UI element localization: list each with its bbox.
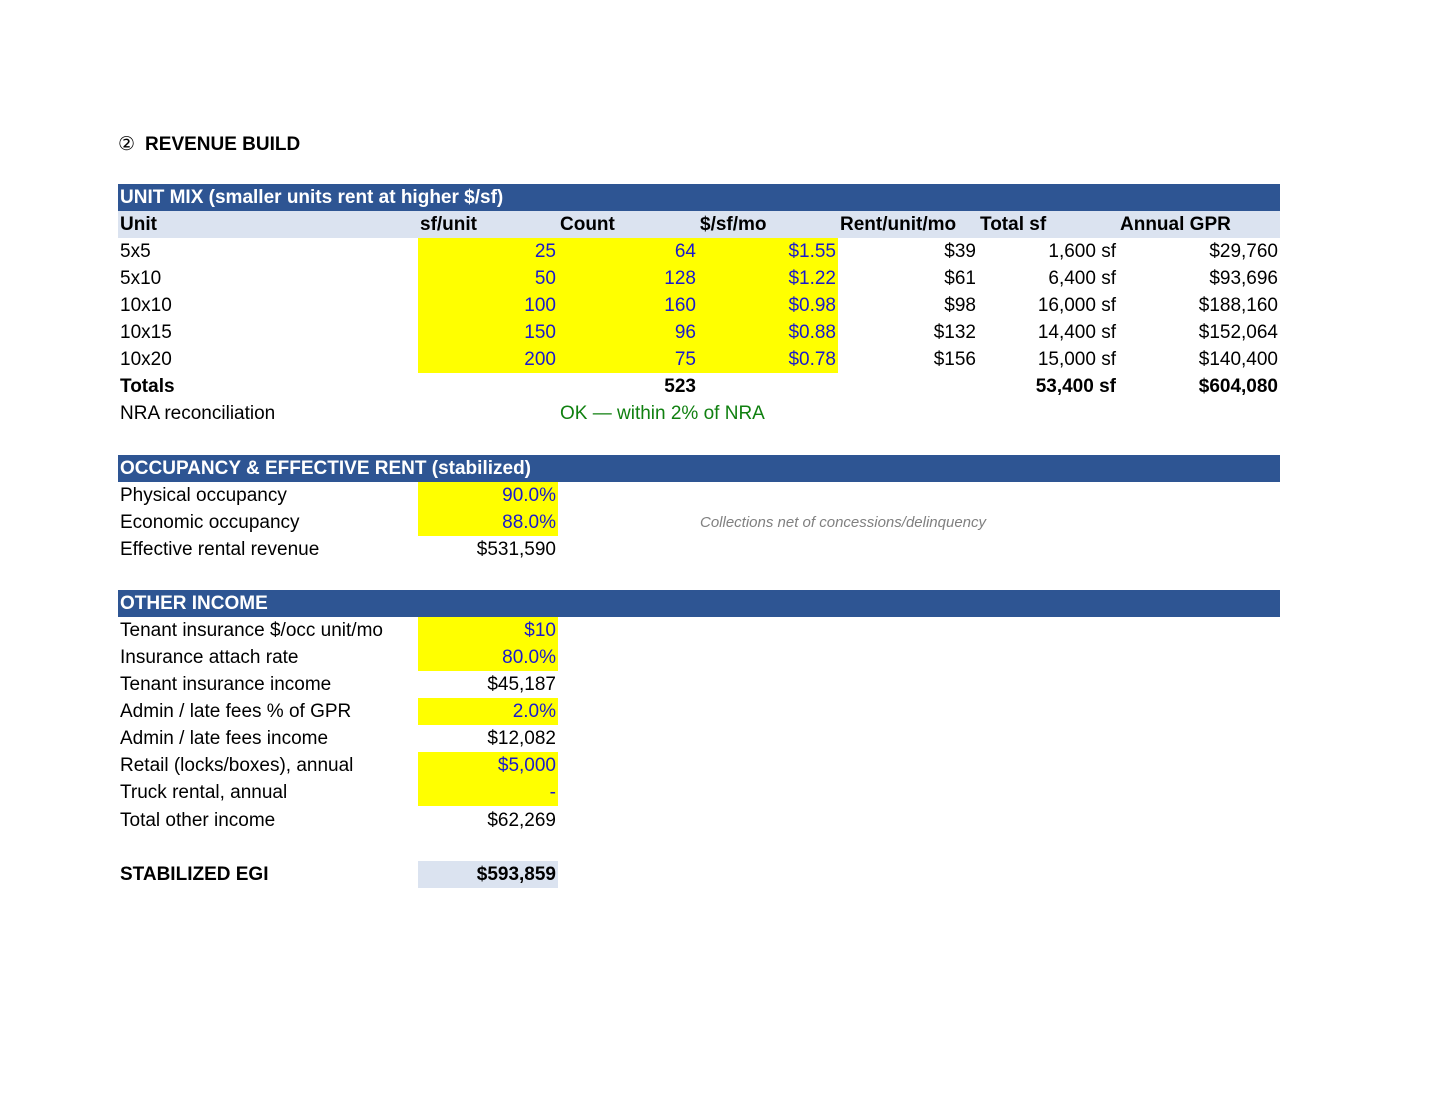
nra-reconciliation-status[interactable]: OK — within 2% of NRA <box>560 403 765 424</box>
occupancy-band <box>118 455 1280 482</box>
other-income-row <box>118 725 1280 752</box>
physical-occupancy-label: Physical occupancy <box>120 485 287 506</box>
unit-sf-input[interactable]: 150 <box>418 319 558 346</box>
totals-count[interactable]: 523 <box>664 376 696 397</box>
other-income-value[interactable]: $45,187 <box>487 674 556 695</box>
unit-rate-input[interactable]: $0.88 <box>698 319 838 346</box>
economic-occupancy-note: Collections net of concessions/delinquency <box>700 514 987 531</box>
other-income-label: Truck rental, annual <box>120 782 288 803</box>
other-income-label: Admin / late fees % of GPR <box>120 701 352 722</box>
unit-count-input[interactable]: 96 <box>558 319 698 346</box>
unit-count-input[interactable]: 160 <box>558 292 698 319</box>
unit-count-input[interactable]: 128 <box>558 265 698 292</box>
other-income-input[interactable]: 80.0% <box>418 644 558 671</box>
totals-row <box>118 373 1280 400</box>
section-title-text: REVENUE BUILD <box>145 134 301 155</box>
other-income-label: Tenant insurance income <box>120 674 332 695</box>
unit-rate-input[interactable]: $0.98 <box>698 292 838 319</box>
unit-gpr[interactable]: $152,064 <box>1198 322 1278 343</box>
unit-sf-input[interactable]: 50 <box>418 265 558 292</box>
unit-gpr[interactable]: $140,400 <box>1198 349 1278 370</box>
header-rate: $/sf/mo <box>700 214 767 235</box>
unit-sf-input[interactable]: 25 <box>418 238 558 265</box>
unit-rent[interactable]: $156 <box>933 349 976 370</box>
unit-gpr[interactable]: $93,696 <box>1209 268 1278 289</box>
unit-name[interactable]: 5x5 <box>120 241 151 262</box>
other-income-input[interactable]: 2.0% <box>418 698 558 725</box>
unit-total-sf[interactable]: 6,400 sf <box>1048 268 1116 289</box>
unit-name[interactable]: 5x10 <box>120 268 162 289</box>
other-income-value[interactable]: $12,082 <box>487 728 556 749</box>
header-sf-unit: sf/unit <box>420 214 477 235</box>
other-income-label: Total other income <box>120 810 276 831</box>
section-number: ② <box>118 134 136 155</box>
effective-revenue-row <box>118 536 1280 563</box>
economic-occupancy-input[interactable]: 88.0% <box>418 509 558 536</box>
header-annual-gpr: Annual GPR <box>1120 214 1231 235</box>
other-income-input[interactable]: $5,000 <box>418 752 558 779</box>
other-income-row <box>118 644 1280 671</box>
unit-total-sf[interactable]: 14,400 sf <box>1037 322 1116 343</box>
unit-sf-input[interactable]: 200 <box>418 346 558 373</box>
unit-row <box>118 319 1280 346</box>
effective-revenue-label: Effective rental revenue <box>120 539 320 560</box>
other-income-row <box>118 752 1280 779</box>
other-income-band-label: OTHER INCOME <box>120 593 268 614</box>
unit-total-sf[interactable]: 15,000 sf <box>1037 349 1116 370</box>
economic-occupancy-row <box>118 509 1280 536</box>
nra-reconciliation-row <box>118 400 1280 427</box>
other-income-row <box>118 671 1280 698</box>
other-income-row <box>118 779 1280 806</box>
unit-gpr[interactable]: $29,760 <box>1209 241 1278 262</box>
unit-sf-input[interactable]: 100 <box>418 292 558 319</box>
section-title <box>118 131 300 158</box>
unit-mix-band <box>118 184 1280 211</box>
physical-occupancy-row <box>118 482 1280 509</box>
other-income-label: Insurance attach rate <box>120 647 299 668</box>
other-income-label: Tenant insurance $/occ unit/mo <box>120 620 383 641</box>
unit-count-input[interactable]: 64 <box>558 238 698 265</box>
other-income-label: Admin / late fees income <box>120 728 329 749</box>
other-income-input[interactable]: - <box>418 779 558 806</box>
effective-revenue-value[interactable]: $531,590 <box>476 539 556 560</box>
unit-total-sf[interactable]: 16,000 sf <box>1037 295 1116 316</box>
unit-gpr[interactable]: $188,160 <box>1198 295 1278 316</box>
unit-rate-input[interactable]: $0.78 <box>698 346 838 373</box>
totals-total-sf[interactable]: 53,400 sf <box>1035 376 1116 397</box>
unit-rent[interactable]: $98 <box>944 295 976 316</box>
header-rent-unit: Rent/unit/mo <box>840 214 957 235</box>
unit-count-input[interactable]: 75 <box>558 346 698 373</box>
egi-label: STABILIZED EGI <box>120 864 269 885</box>
occupancy-band-label: OCCUPANCY & EFFECTIVE RENT (stabilized) <box>120 458 531 479</box>
unit-mix-header-row <box>118 211 1280 238</box>
egi-row <box>118 861 1280 888</box>
unit-rent[interactable]: $61 <box>944 268 976 289</box>
unit-rate-input[interactable]: $1.55 <box>698 238 838 265</box>
unit-name[interactable]: 10x15 <box>120 322 172 343</box>
other-income-input[interactable]: $10 <box>418 617 558 644</box>
nra-reconciliation-label: NRA reconciliation <box>120 403 276 424</box>
unit-row <box>118 292 1280 319</box>
unit-row <box>118 346 1280 373</box>
economic-occupancy-label: Economic occupancy <box>120 512 300 533</box>
totals-label: Totals <box>120 376 175 397</box>
header-total-sf: Total sf <box>980 214 1047 235</box>
totals-gpr[interactable]: $604,080 <box>1198 376 1278 397</box>
unit-rent[interactable]: $39 <box>944 241 976 262</box>
header-count: Count <box>560 214 615 235</box>
other-income-row <box>118 807 1280 834</box>
unit-row <box>118 238 1280 265</box>
unit-rent[interactable]: $132 <box>933 322 976 343</box>
other-income-row <box>118 698 1280 725</box>
unit-name[interactable]: 10x10 <box>120 295 172 316</box>
header-unit: Unit <box>120 214 157 235</box>
other-income-label: Retail (locks/boxes), annual <box>120 755 354 776</box>
other-income-value[interactable]: $62,269 <box>487 810 556 831</box>
unit-rate-input[interactable]: $1.22 <box>698 265 838 292</box>
unit-mix-band-label: UNIT MIX (smaller units rent at higher $/sf) <box>120 187 504 208</box>
other-income-row <box>118 617 1280 644</box>
other-income-band <box>118 590 1280 617</box>
physical-occupancy-input[interactable]: 90.0% <box>418 482 558 509</box>
unit-name[interactable]: 10x20 <box>120 349 172 370</box>
unit-row <box>118 265 1280 292</box>
unit-total-sf[interactable]: 1,600 sf <box>1048 241 1116 262</box>
egi-value[interactable]: $593,859 <box>418 861 558 888</box>
